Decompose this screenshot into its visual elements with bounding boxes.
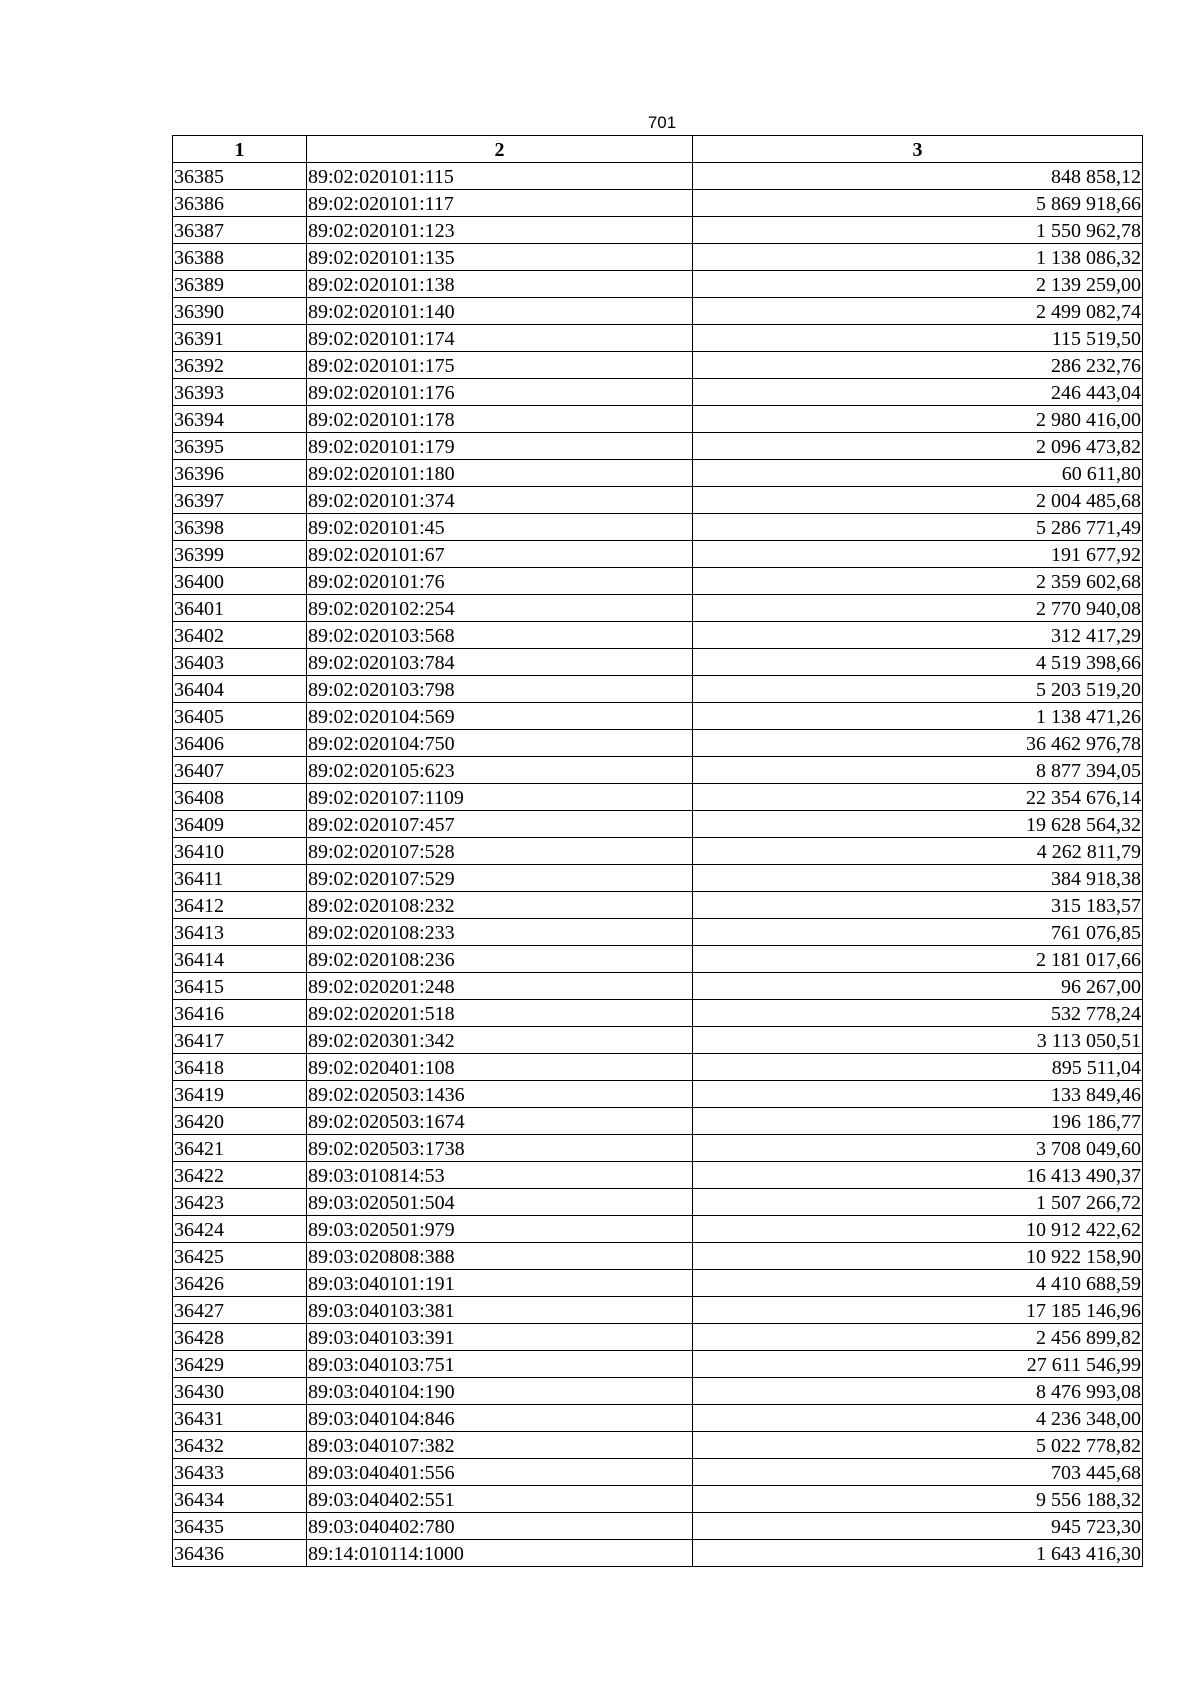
column-header-value: 3 bbox=[693, 136, 1143, 163]
row-number-cell: 36418 bbox=[173, 1054, 307, 1081]
row-number-cell: 36429 bbox=[173, 1351, 307, 1378]
row-number-cell: 36396 bbox=[173, 460, 307, 487]
row-number-cell: 36428 bbox=[173, 1324, 307, 1351]
value-cell: 384 918,38 bbox=[693, 865, 1143, 892]
cadastral-id-cell: 89:03:040107:382 bbox=[307, 1432, 693, 1459]
value-cell: 1 507 266,72 bbox=[693, 1189, 1143, 1216]
row-number-cell: 36409 bbox=[173, 811, 307, 838]
cadastral-id-cell: 89:02:020101:117 bbox=[307, 190, 693, 217]
row-number-cell: 36410 bbox=[173, 838, 307, 865]
table-row bbox=[173, 946, 1143, 973]
cadastral-id-cell: 89:02:020103:798 bbox=[307, 676, 693, 703]
row-number-cell: 36413 bbox=[173, 919, 307, 946]
table-row bbox=[173, 622, 1143, 649]
value-cell: 3 113 050,51 bbox=[693, 1027, 1143, 1054]
value-cell: 895 511,04 bbox=[693, 1054, 1143, 1081]
value-cell: 115 519,50 bbox=[693, 325, 1143, 352]
table-row bbox=[173, 784, 1143, 811]
table-row bbox=[173, 541, 1143, 568]
value-cell: 4 410 688,59 bbox=[693, 1270, 1143, 1297]
value-cell: 4 262 811,79 bbox=[693, 838, 1143, 865]
row-number-cell: 36385 bbox=[173, 163, 307, 190]
table-row bbox=[173, 703, 1143, 730]
table-row bbox=[173, 892, 1143, 919]
cadastral-id-cell: 89:02:020101:135 bbox=[307, 244, 693, 271]
table-row bbox=[173, 1162, 1143, 1189]
row-number-cell: 36433 bbox=[173, 1459, 307, 1486]
table-row bbox=[173, 1270, 1143, 1297]
table-row bbox=[173, 1216, 1143, 1243]
value-cell: 5 869 918,66 bbox=[693, 190, 1143, 217]
value-cell: 3 708 049,60 bbox=[693, 1135, 1143, 1162]
cadastral-id-cell: 89:03:020808:388 bbox=[307, 1243, 693, 1270]
cadastral-id-cell: 89:02:020503:1738 bbox=[307, 1135, 693, 1162]
table-row bbox=[173, 352, 1143, 379]
cadastral-id-cell: 89:02:020101:138 bbox=[307, 271, 693, 298]
table-row bbox=[173, 379, 1143, 406]
cadastral-id-cell: 89:02:020301:342 bbox=[307, 1027, 693, 1054]
cadastral-id-cell: 89:03:040103:751 bbox=[307, 1351, 693, 1378]
row-number-cell: 36392 bbox=[173, 352, 307, 379]
value-cell: 8 476 993,08 bbox=[693, 1378, 1143, 1405]
table-row bbox=[173, 649, 1143, 676]
cadastral-id-cell: 89:03:040103:381 bbox=[307, 1297, 693, 1324]
row-number-cell: 36394 bbox=[173, 406, 307, 433]
row-number-cell: 36427 bbox=[173, 1297, 307, 1324]
value-cell: 1 550 962,78 bbox=[693, 217, 1143, 244]
value-cell: 4 519 398,66 bbox=[693, 649, 1143, 676]
row-number-cell: 36415 bbox=[173, 973, 307, 1000]
row-number-cell: 36398 bbox=[173, 514, 307, 541]
value-cell: 22 354 676,14 bbox=[693, 784, 1143, 811]
cadastral-id-cell: 89:02:020503:1674 bbox=[307, 1108, 693, 1135]
column-header-cadastral-id: 2 bbox=[307, 136, 693, 163]
page-number: 701 bbox=[647, 113, 677, 132]
table-row bbox=[173, 757, 1143, 784]
value-cell: 5 022 778,82 bbox=[693, 1432, 1143, 1459]
row-number-cell: 36412 bbox=[173, 892, 307, 919]
cadastral-id-cell: 89:02:020101:374 bbox=[307, 487, 693, 514]
cadastral-id-cell: 89:02:020101:45 bbox=[307, 514, 693, 541]
table-row bbox=[173, 1378, 1143, 1405]
cadastral-id-cell: 89:02:020101:67 bbox=[307, 541, 693, 568]
cadastral-id-cell: 89:02:020103:568 bbox=[307, 622, 693, 649]
cadastral-id-cell: 89:03:040104:190 bbox=[307, 1378, 693, 1405]
table-row bbox=[173, 595, 1143, 622]
table-row bbox=[173, 244, 1143, 271]
cadastral-id-cell: 89:02:020101:115 bbox=[307, 163, 693, 190]
cadastral-id-cell: 89:03:040402:551 bbox=[307, 1486, 693, 1513]
table-body bbox=[173, 163, 1143, 1567]
table-row bbox=[173, 919, 1143, 946]
value-cell: 19 628 564,32 bbox=[693, 811, 1143, 838]
table-row bbox=[173, 217, 1143, 244]
value-cell: 2 096 473,82 bbox=[693, 433, 1143, 460]
row-number-cell: 36414 bbox=[173, 946, 307, 973]
row-number-cell: 36397 bbox=[173, 487, 307, 514]
value-cell: 1 138 086,32 bbox=[693, 244, 1143, 271]
value-cell: 1 138 471,26 bbox=[693, 703, 1143, 730]
value-cell: 945 723,30 bbox=[693, 1513, 1143, 1540]
table-row bbox=[173, 325, 1143, 352]
cadastral-id-cell: 89:02:020108:233 bbox=[307, 919, 693, 946]
value-cell: 96 267,00 bbox=[693, 973, 1143, 1000]
cadastral-id-cell: 89:02:020108:232 bbox=[307, 892, 693, 919]
row-number-cell: 36420 bbox=[173, 1108, 307, 1135]
value-cell: 17 185 146,96 bbox=[693, 1297, 1143, 1324]
table-row bbox=[173, 1459, 1143, 1486]
value-cell: 27 611 546,99 bbox=[693, 1351, 1143, 1378]
cadastral-value-table bbox=[172, 135, 1143, 1567]
cadastral-id-cell: 89:02:020101:76 bbox=[307, 568, 693, 595]
row-number-cell: 36393 bbox=[173, 379, 307, 406]
cadastral-id-cell: 89:02:020107:457 bbox=[307, 811, 693, 838]
value-cell: 848 858,12 bbox=[693, 163, 1143, 190]
cadastral-id-cell: 89:03:020501:979 bbox=[307, 1216, 693, 1243]
table-row bbox=[173, 460, 1143, 487]
cadastral-id-cell: 89:03:040401:556 bbox=[307, 1459, 693, 1486]
cadastral-id-cell: 89:02:020101:174 bbox=[307, 325, 693, 352]
value-cell: 2 139 259,00 bbox=[693, 271, 1143, 298]
row-number-cell: 36402 bbox=[173, 622, 307, 649]
table-row bbox=[173, 163, 1143, 190]
row-number-cell: 36411 bbox=[173, 865, 307, 892]
row-number-cell: 36395 bbox=[173, 433, 307, 460]
row-number-cell: 36436 bbox=[173, 1540, 307, 1567]
table-row bbox=[173, 1405, 1143, 1432]
table-row bbox=[173, 1432, 1143, 1459]
cadastral-id-cell: 89:02:020101:178 bbox=[307, 406, 693, 433]
row-number-cell: 36424 bbox=[173, 1216, 307, 1243]
table-row bbox=[173, 1513, 1143, 1540]
value-cell: 2 456 899,82 bbox=[693, 1324, 1143, 1351]
table-row bbox=[173, 1027, 1143, 1054]
row-number-cell: 36403 bbox=[173, 649, 307, 676]
row-number-cell: 36404 bbox=[173, 676, 307, 703]
row-number-cell: 36389 bbox=[173, 271, 307, 298]
value-cell: 16 413 490,37 bbox=[693, 1162, 1143, 1189]
value-cell: 2 004 485,68 bbox=[693, 487, 1143, 514]
value-cell: 10 912 422,62 bbox=[693, 1216, 1143, 1243]
value-cell: 761 076,85 bbox=[693, 919, 1143, 946]
value-cell: 191 677,92 bbox=[693, 541, 1143, 568]
table-row bbox=[173, 1486, 1143, 1513]
cadastral-id-cell: 89:02:020101:179 bbox=[307, 433, 693, 460]
cadastral-id-cell: 89:02:020104:750 bbox=[307, 730, 693, 757]
cadastral-id-cell: 89:02:020101:176 bbox=[307, 379, 693, 406]
cadastral-id-cell: 89:02:020101:123 bbox=[307, 217, 693, 244]
cadastral-id-cell: 89:03:020501:504 bbox=[307, 1189, 693, 1216]
row-number-cell: 36430 bbox=[173, 1378, 307, 1405]
value-cell: 196 186,77 bbox=[693, 1108, 1143, 1135]
table-row bbox=[173, 487, 1143, 514]
cadastral-id-cell: 89:02:020105:623 bbox=[307, 757, 693, 784]
column-header-number: 1 bbox=[173, 136, 307, 163]
cadastral-id-cell: 89:03:040104:846 bbox=[307, 1405, 693, 1432]
table-header-row bbox=[173, 136, 1143, 163]
table-row bbox=[173, 1108, 1143, 1135]
row-number-cell: 36432 bbox=[173, 1432, 307, 1459]
cadastral-id-cell: 89:02:020107:529 bbox=[307, 865, 693, 892]
row-number-cell: 36423 bbox=[173, 1189, 307, 1216]
value-cell: 2 770 940,08 bbox=[693, 595, 1143, 622]
row-number-cell: 36425 bbox=[173, 1243, 307, 1270]
cadastral-id-cell: 89:02:020107:1109 bbox=[307, 784, 693, 811]
row-number-cell: 36421 bbox=[173, 1135, 307, 1162]
table-row bbox=[173, 433, 1143, 460]
value-cell: 315 183,57 bbox=[693, 892, 1143, 919]
table-row bbox=[173, 514, 1143, 541]
value-cell: 1 643 416,30 bbox=[693, 1540, 1143, 1567]
row-number-cell: 36405 bbox=[173, 703, 307, 730]
row-number-cell: 36419 bbox=[173, 1081, 307, 1108]
table-row bbox=[173, 1351, 1143, 1378]
cadastral-id-cell: 89:02:020101:140 bbox=[307, 298, 693, 325]
table-row bbox=[173, 1243, 1143, 1270]
table-row bbox=[173, 838, 1143, 865]
table-row bbox=[173, 1324, 1143, 1351]
cadastral-id-cell: 89:03:040103:391 bbox=[307, 1324, 693, 1351]
cadastral-id-cell: 89:02:020108:236 bbox=[307, 946, 693, 973]
row-number-cell: 36400 bbox=[173, 568, 307, 595]
value-cell: 312 417,29 bbox=[693, 622, 1143, 649]
cadastral-id-cell: 89:02:020101:175 bbox=[307, 352, 693, 379]
cadastral-id-cell: 89:02:020102:254 bbox=[307, 595, 693, 622]
row-number-cell: 36435 bbox=[173, 1513, 307, 1540]
row-number-cell: 36406 bbox=[173, 730, 307, 757]
table-row bbox=[173, 1189, 1143, 1216]
table-row bbox=[173, 811, 1143, 838]
value-cell: 5 286 771,49 bbox=[693, 514, 1143, 541]
row-number-cell: 36431 bbox=[173, 1405, 307, 1432]
table-row bbox=[173, 730, 1143, 757]
cadastral-id-cell: 89:02:020101:180 bbox=[307, 460, 693, 487]
row-number-cell: 36391 bbox=[173, 325, 307, 352]
cadastral-id-cell: 89:02:020104:569 bbox=[307, 703, 693, 730]
cadastral-id-cell: 89:02:020103:784 bbox=[307, 649, 693, 676]
table-row bbox=[173, 676, 1143, 703]
row-number-cell: 36426 bbox=[173, 1270, 307, 1297]
value-cell: 8 877 394,05 bbox=[693, 757, 1143, 784]
table-row bbox=[173, 271, 1143, 298]
table-row bbox=[173, 865, 1143, 892]
row-number-cell: 36422 bbox=[173, 1162, 307, 1189]
cadastral-id-cell: 89:02:020503:1436 bbox=[307, 1081, 693, 1108]
table-row bbox=[173, 973, 1143, 1000]
table-row bbox=[173, 190, 1143, 217]
value-cell: 532 778,24 bbox=[693, 1000, 1143, 1027]
table-row bbox=[173, 1081, 1143, 1108]
row-number-cell: 36399 bbox=[173, 541, 307, 568]
table-row bbox=[173, 1135, 1143, 1162]
row-number-cell: 36416 bbox=[173, 1000, 307, 1027]
cadastral-id-cell: 89:03:040402:780 bbox=[307, 1513, 693, 1540]
value-cell: 246 443,04 bbox=[693, 379, 1143, 406]
cadastral-id-cell: 89:03:010814:53 bbox=[307, 1162, 693, 1189]
value-cell: 703 445,68 bbox=[693, 1459, 1143, 1486]
row-number-cell: 36388 bbox=[173, 244, 307, 271]
cadastral-id-cell: 89:02:020401:108 bbox=[307, 1054, 693, 1081]
table-row bbox=[173, 298, 1143, 325]
value-cell: 60 611,80 bbox=[693, 460, 1143, 487]
value-cell: 5 203 519,20 bbox=[693, 676, 1143, 703]
value-cell: 133 849,46 bbox=[693, 1081, 1143, 1108]
value-cell: 10 922 158,90 bbox=[693, 1243, 1143, 1270]
table-row bbox=[173, 1054, 1143, 1081]
cadastral-id-cell: 89:02:020107:528 bbox=[307, 838, 693, 865]
row-number-cell: 36407 bbox=[173, 757, 307, 784]
value-cell: 2 181 017,66 bbox=[693, 946, 1143, 973]
table-row bbox=[173, 1000, 1143, 1027]
row-number-cell: 36390 bbox=[173, 298, 307, 325]
value-cell: 2 499 082,74 bbox=[693, 298, 1143, 325]
row-number-cell: 36434 bbox=[173, 1486, 307, 1513]
value-cell: 2 359 602,68 bbox=[693, 568, 1143, 595]
row-number-cell: 36417 bbox=[173, 1027, 307, 1054]
table-row bbox=[173, 1540, 1143, 1567]
cadastral-id-cell: 89:03:040101:191 bbox=[307, 1270, 693, 1297]
table-row bbox=[173, 406, 1143, 433]
row-number-cell: 36401 bbox=[173, 595, 307, 622]
row-number-cell: 36386 bbox=[173, 190, 307, 217]
value-cell: 2 980 416,00 bbox=[693, 406, 1143, 433]
value-cell: 4 236 348,00 bbox=[693, 1405, 1143, 1432]
cadastral-id-cell: 89:02:020201:518 bbox=[307, 1000, 693, 1027]
value-cell: 36 462 976,78 bbox=[693, 730, 1143, 757]
value-cell: 286 232,76 bbox=[693, 352, 1143, 379]
cadastral-id-cell: 89:02:020201:248 bbox=[307, 973, 693, 1000]
row-number-cell: 36387 bbox=[173, 217, 307, 244]
cadastral-id-cell: 89:14:010114:1000 bbox=[307, 1540, 693, 1567]
row-number-cell: 36408 bbox=[173, 784, 307, 811]
value-cell: 9 556 188,32 bbox=[693, 1486, 1143, 1513]
table-row bbox=[173, 1297, 1143, 1324]
table-row bbox=[173, 568, 1143, 595]
